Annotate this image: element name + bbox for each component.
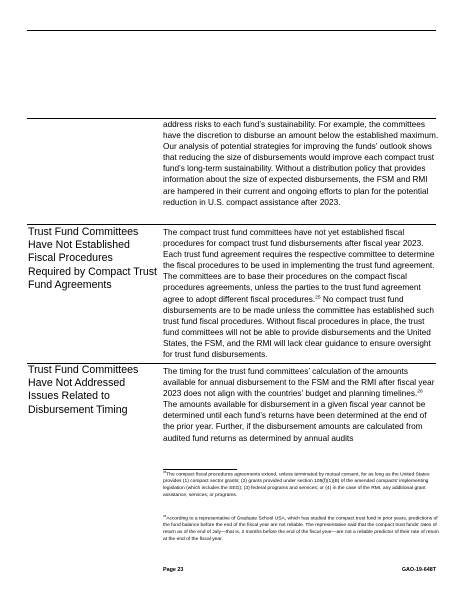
- section-1-text-a: The compact trust fund committees have not yet established fiscal procedures for compact trust fund disbursements after fiscal year 2023. Each trust fund agreement requires the respective committee to determine the fiscal procedures to be used in implementing the trust fund agreement. The committees are to base their procedures on the compact fiscal procedures agreements, unless the parties to the trust fund agreement agree to adopt different fiscal procedures.: [163, 228, 435, 304]
- footnote-number: 26: [163, 514, 167, 518]
- section-1-text-b: No compact trust fund disbursements are to be made unless the committee has established such trust fund fiscal procedures. Without fiscal procedures in place, the trust fund committees will not be able to provide disbursements and the United States, the FSM, and the RMI will lack clear guidance to ensure oversight for trust fund disbursements.: [163, 294, 435, 360]
- section-1-rule: [27, 224, 436, 225]
- footnote-number: 25: [163, 470, 167, 474]
- section-1-heading: Trust Fund Committees Have Not Established Fiscal Procedures Required by Compact Trust Fund Agreements: [28, 226, 157, 291]
- header-rule: [27, 30, 436, 31]
- section-2-text-a: The timing for the trust fund committees’ calculation of the amounts available for annual disbursement to the FSM and the RMI after fiscal year 2023 does not align with the countries’ budget and planning timelines.: [163, 367, 435, 399]
- intro-paragraph: address risks to each fund’s sustainability. For example, the committees have the discretion to disburse an amount below the established maximum. Our analysis of potential strategies for improving the funds’ outlook shows that reducing the size of disbursements would improve each compact trust fund’s long-term sustainability. Without a distribution policy that provides information about the size of expected disbursements, the FSM and RMI are hampered in their current and ongoing efforts to plan for the potential reduction in U.S. compact assistance after 2023.: [163, 120, 439, 207]
- section-2-text-b: The amounts available for disbursement in a given fiscal year cannot be determined until each fund’s returns have been determined at the end of the prior year. Further, if the disbursement amounts are calculated from audited fund returns as determined by annual audits: [163, 400, 427, 443]
- section-2-paragraph: [163, 366, 439, 444]
- page-number: Page 23: [163, 567, 184, 573]
- section-1-paragraph: [163, 227, 439, 360]
- footnote-25: [163, 472, 439, 499]
- footnote-ref-25: 25: [315, 294, 321, 300]
- footnote-text: The compact fiscal procedures agreements extend, unless terminated by mutual consent, for as long as the United States provides (1) compact sector grants; (2) grants provided under section 105(f)(1)(B) of the amended compacts’ implementing legislation (which includes the SEG); (3) federal programs and services; or (4) in the case of the RMI, any additional grant assistance, services, or programs.: [163, 472, 430, 498]
- footnote-ref-26: 26: [417, 389, 423, 395]
- footnote-rule: [163, 469, 237, 470]
- footnote-26: [163, 516, 439, 543]
- footnote-text: According to a representative of Graduate School USA, which has studied the compact trust fund in prior years, predictions of the fund balance before the end of the fiscal year are not reliable. The representative said that the compact trust funds’ rates of return as of the end of July—that is, 2 months before the end of the fiscal year—are not a reliable predictor of their rate of return at the end of the fiscal year.: [163, 516, 439, 542]
- report-id: GAO-19-648T: [401, 567, 436, 573]
- section-2-heading: Trust Fund Committees Have Not Addressed Issues Related to Disbursement Timing: [28, 364, 139, 416]
